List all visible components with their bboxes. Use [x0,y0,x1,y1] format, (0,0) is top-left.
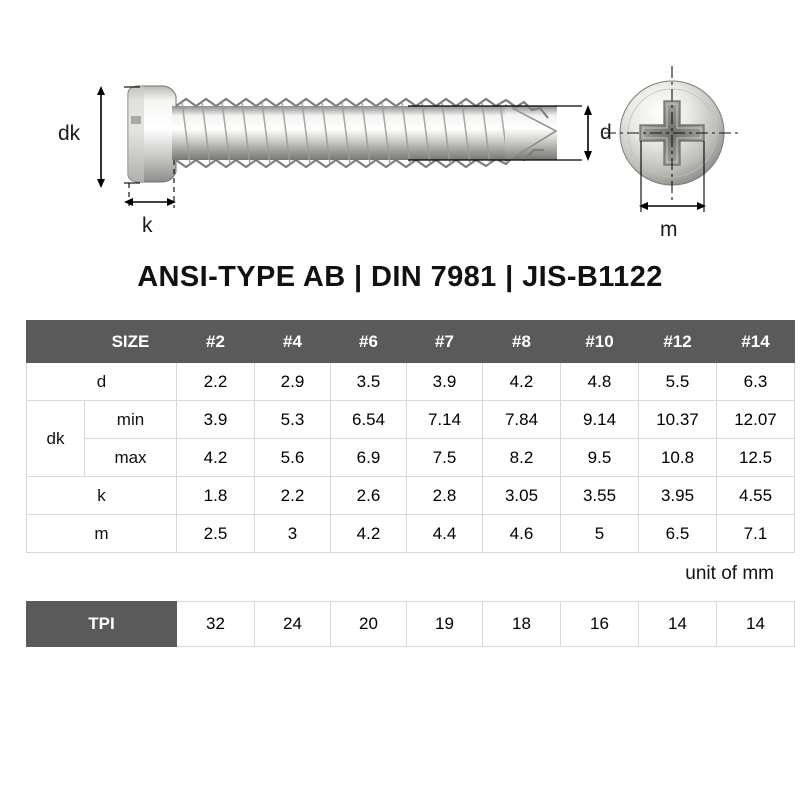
table-row [27,515,795,553]
cell-dkmin-6: 6.54 [331,401,407,439]
tpi-table-container [26,601,774,647]
cell-tpi-2: 32 [177,602,255,647]
cell-k-7: 2.8 [407,477,483,515]
cell-dkmin-12: 10.37 [639,401,717,439]
cell-dkmax-12: 10.8 [639,439,717,477]
label-dk: dk [58,122,81,145]
cell-tpi-8: 18 [483,602,561,647]
row-label-d: d [27,363,177,401]
cell-dkmin-4: 5.3 [255,401,331,439]
cell-tpi-6: 20 [331,602,407,647]
cell-dkmax-4: 5.6 [255,439,331,477]
cell-dkmin-10: 9.14 [561,401,639,439]
cell-k-12: 3.95 [639,477,717,515]
cell-tpi-7: 19 [407,602,483,647]
cell-dkmax-14: 12.5 [717,439,795,477]
row-label-k: k [27,477,177,515]
cell-tpi-4: 24 [255,602,331,647]
header-cell-size-2: #2 [177,321,255,363]
row-sublabel-max: max [85,439,177,477]
cell-m-4: 3 [255,515,331,553]
cell-d-2: 2.2 [177,363,255,401]
cell-k-4: 2.2 [255,477,331,515]
cell-dkmax-6: 6.9 [331,439,407,477]
header-cell-size-6: #6 [331,321,407,363]
page-title: ANSI-TYPE AB | DIN 7981 | JIS-B1122 [137,261,663,293]
row-sublabel-min: min [85,401,177,439]
header-cell-size: SIZE [85,321,177,363]
spec-table-container [26,320,777,553]
label-d: d [600,121,612,144]
tpi-label: TPI [27,602,177,647]
unit-note: unit of mm [685,563,774,584]
cell-k-10: 3.55 [561,477,639,515]
label-k: k [142,214,153,237]
header-cell-size-10: #10 [561,321,639,363]
table-row [27,401,795,439]
cell-m-12: 6.5 [639,515,717,553]
label-m: m [660,218,678,241]
table-row [27,439,795,477]
cell-dkmax-8: 8.2 [483,439,561,477]
table-row [27,477,795,515]
cell-d-4: 2.9 [255,363,331,401]
screw-side-view [128,86,558,182]
cell-m-14: 7.1 [717,515,795,553]
cell-d-8: 4.2 [483,363,561,401]
cell-dkmax-7: 7.5 [407,439,483,477]
table-header-row [27,321,795,363]
cell-m-10: 5 [561,515,639,553]
header-cell-blank [27,321,85,363]
screw-diagram [0,0,800,255]
header-cell-size-7: #7 [407,321,483,363]
row-label-dk: dk [27,401,85,477]
screw-top-view [604,66,740,200]
cell-tpi-12: 14 [639,602,717,647]
cell-tpi-14: 14 [717,602,795,647]
tpi-table [26,601,795,647]
header-cell-size-14: #14 [717,321,795,363]
screw-drawing [0,0,800,255]
cell-dkmin-8: 7.84 [483,401,561,439]
row-label-m: m [27,515,177,553]
cell-m-2: 2.5 [177,515,255,553]
spec-table [26,320,795,553]
cell-k-2: 1.8 [177,477,255,515]
cell-d-6: 3.5 [331,363,407,401]
cell-tpi-10: 16 [561,602,639,647]
cell-m-8: 4.6 [483,515,561,553]
cell-m-6: 4.2 [331,515,407,553]
table-row [27,363,795,401]
cell-d-7: 3.9 [407,363,483,401]
cell-k-8: 3.05 [483,477,561,515]
cell-d-12: 5.5 [639,363,717,401]
cell-k-6: 2.6 [331,477,407,515]
cell-m-7: 4.4 [407,515,483,553]
cell-dkmin-7: 7.14 [407,401,483,439]
cell-dkmin-14: 12.07 [717,401,795,439]
header-cell-size-4: #4 [255,321,331,363]
cell-d-14: 6.3 [717,363,795,401]
cell-d-10: 4.8 [561,363,639,401]
cell-dkmax-2: 4.2 [177,439,255,477]
header-cell-size-8: #8 [483,321,561,363]
tpi-row [27,602,795,647]
cell-k-14: 4.55 [717,477,795,515]
cell-dkmin-2: 3.9 [177,401,255,439]
header-cell-size-12: #12 [639,321,717,363]
cell-dkmax-10: 9.5 [561,439,639,477]
